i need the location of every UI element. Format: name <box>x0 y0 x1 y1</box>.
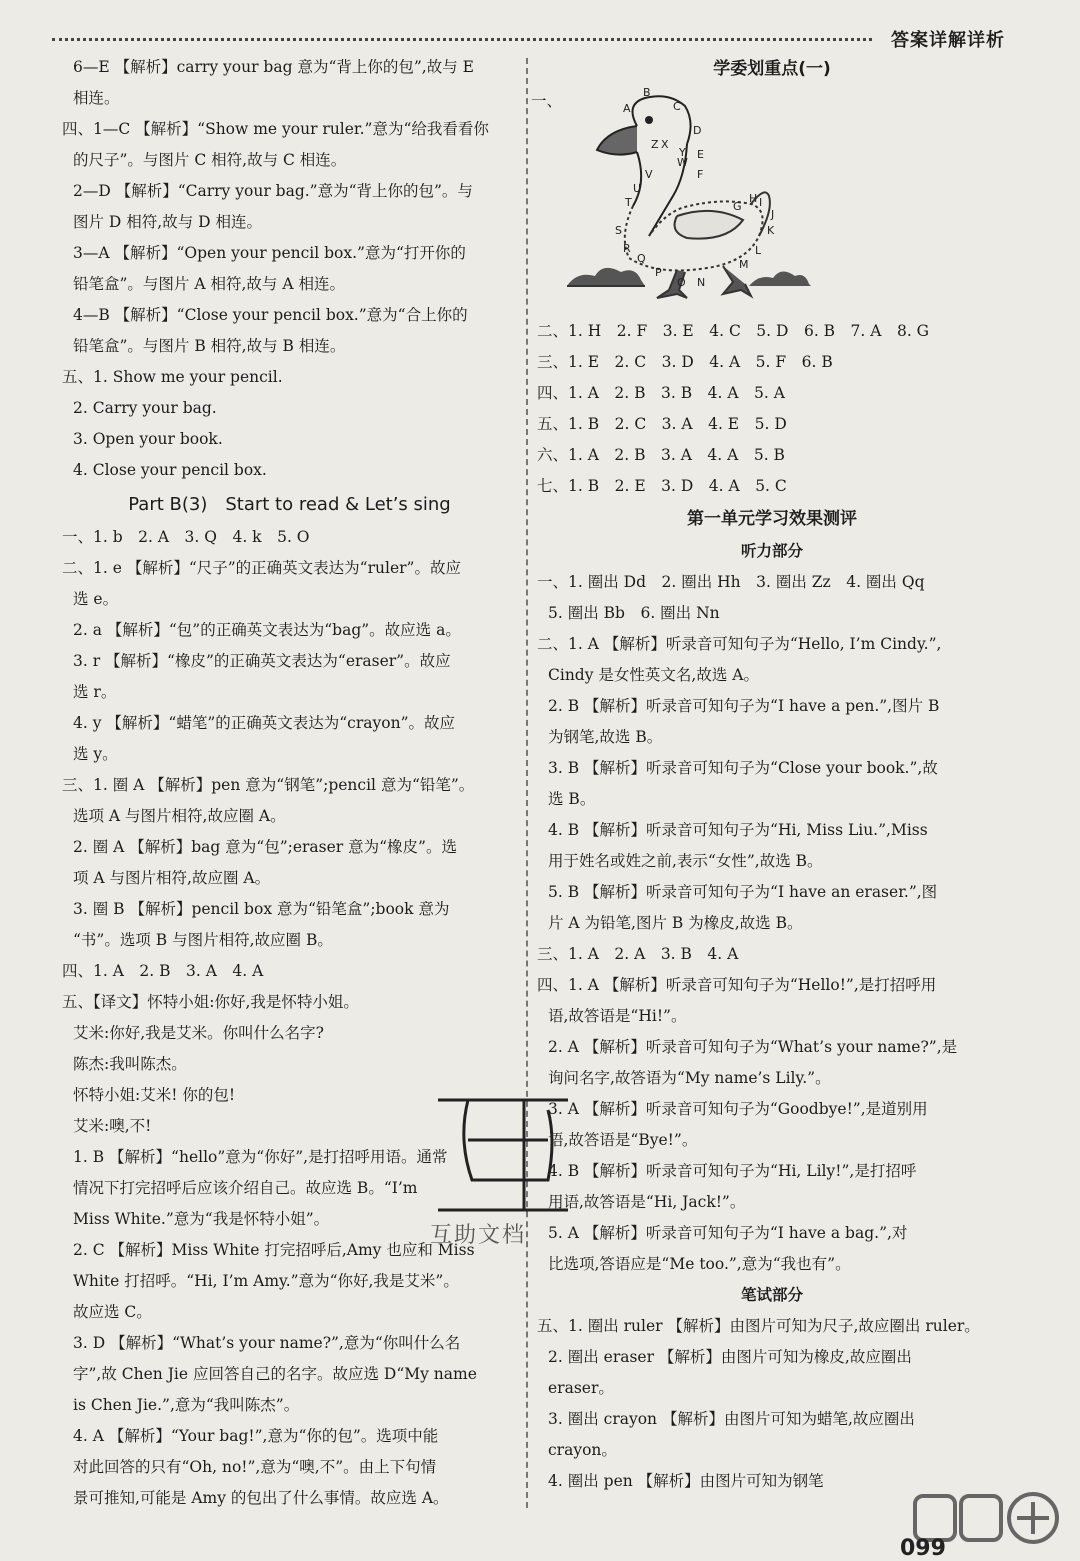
column-divider <box>526 58 528 1508</box>
duck-puzzle <box>531 86 1007 316</box>
answer-line: 3. A 【解析】听录音可知句子为“Goodbye!”,是道别用 <box>548 1100 928 1118</box>
answer-line: 3. D 【解析】“What’s your name?”,意为“你叫什么名 <box>73 1334 461 1352</box>
answer-line: eraser。 <box>548 1379 614 1397</box>
answer-line: 对此回答的只有“Oh, no!”,意为“噢,不”。由上下句情 <box>73 1458 437 1476</box>
header-title: 答案详解详析 <box>891 30 1005 51</box>
duck-dot-letter: D <box>693 124 702 137</box>
duck-dot-letter: P <box>655 266 662 279</box>
answer-line: 2. B 【解析】听录音可知句子为“I have a pen.”,图片 B <box>548 697 940 715</box>
answer-line: 三、1. 圈 A 【解析】pen 意为“钢笔”;pencil 意为“铅笔”。 <box>62 776 475 794</box>
duck-dot-letter: J <box>771 208 775 221</box>
duck-beak <box>597 126 637 155</box>
duck-wing <box>675 211 743 239</box>
answer-line: 二、1. e 【解析】“尺子”的正确英文表达为“ruler”。故应 <box>62 559 461 577</box>
answer-line: 怀特小姐:艾米! 你的包! <box>73 1086 236 1104</box>
answer-line: 艾米:你好,我是艾米。你叫什么名字? <box>73 1024 324 1042</box>
answer-line: 选 B。 <box>548 790 596 808</box>
duck-dot-letter: Y <box>679 146 686 159</box>
answer-line: 五、1. 圈出 ruler 【解析】由图片可知为尺子,故应圈出 ruler。 <box>537 1317 980 1335</box>
answer-line: 语,故答语是“Bye!”。 <box>548 1131 698 1149</box>
answer-line: 4. B 【解析】听录音可知句子为“Hi, Miss Liu.”,Miss <box>548 821 928 839</box>
duck-dot-letter: N <box>697 276 706 289</box>
ground-cloud-right <box>749 271 811 286</box>
answer-line: 用于姓名或姓之前,表示“女性”,故选 B。 <box>548 852 823 870</box>
duck-dot-letter: V <box>645 168 653 181</box>
answer-line: 四、1. A 2. B 3. A 4. A <box>62 962 264 980</box>
duck-dot-letter: R <box>623 242 631 255</box>
duck-dot-letter: Q <box>637 252 646 265</box>
duck-dot-letter: H <box>749 192 758 205</box>
answer-line: 选 e。 <box>73 590 119 608</box>
answer-line: 选 r。 <box>73 683 117 701</box>
duck-dot-letter: L <box>755 244 762 257</box>
section-heading: 笔试部分 <box>740 1286 803 1304</box>
answer-line: 3. r 【解析】“橡皮”的正确英文表达为“eraser”。故应 <box>73 652 451 670</box>
duck-dot-letter: Z <box>651 138 659 151</box>
answer-line: 铅笔盒”。与图片 A 相符,故与 A 相连。 <box>73 275 345 293</box>
answer-line: 相连。 <box>73 89 120 107</box>
answer-line: 情况下打完招呼后应该介绍自己。故应选 B。“I’m <box>73 1179 418 1197</box>
answer-line: 1. B 【解析】“hello”意为“你好”,是打招呼用语。通常 <box>73 1148 448 1166</box>
answer-line: 2. 圈出 eraser 【解析】由图片可知为橡皮,故应圈出 <box>548 1348 912 1366</box>
answer-line: 5. A 【解析】听录音可知句子为“I have a bag.”,对 <box>548 1224 908 1242</box>
answer-line: 片 A 为铅笔,图片 B 为橡皮,故选 B。 <box>548 914 803 932</box>
answer-line: 一、1. b 2. A 3. Q 4. k 5. O <box>62 528 310 546</box>
right-column <box>531 52 1007 1497</box>
answer-line: 5. 圈出 Bb 6. 圈出 Nn <box>548 604 720 622</box>
duck-dot-letter: K <box>767 224 775 237</box>
duck-dot-letter: B <box>643 86 651 99</box>
answer-line: 选项 A 与图片相符,故应圈 A。 <box>73 807 286 825</box>
answer-line: 4. A 【解析】“Your bag!”,意为“你的包”。选项中能 <box>73 1427 439 1445</box>
answer-line: 四、1. A 【解析】听录音可知句子为“Hello!”,是打招呼用 <box>537 976 937 994</box>
duck-eye <box>645 116 653 124</box>
answer-line: 3—A 【解析】“Open your pencil box.”意为“打开你的 <box>73 244 466 262</box>
answer-line: 5. B 【解析】听录音可知句子为“I have an eraser.”,图 <box>548 883 938 901</box>
answer-line: 字”,故 Chen Jie 应回答自己的名字。故应选 D“My name <box>73 1365 477 1383</box>
watermark-text: 互助文档 <box>430 1223 527 1248</box>
duck-dot-letter: T <box>625 196 632 209</box>
answer-line: 铅笔盒”。与图片 B 相符,故与 B 相连。 <box>73 337 346 355</box>
answer-line: 4. Close your pencil box. <box>73 461 267 479</box>
duck-dot-letter: S <box>615 224 622 237</box>
answer-line: 2. A 【解析】听录音可知句子为“What’s your name?”,是 <box>548 1038 958 1056</box>
duck-dot-letter: X <box>661 138 669 151</box>
answer-line: 6—E 【解析】carry your bag 意为“背上你的包”,故与 E <box>73 58 474 76</box>
answer-line: 七、1. B 2. E 3. D 4. A 5. C <box>537 477 787 495</box>
answer-line: is Chen Jie.”,意为“我叫陈杰”。 <box>73 1396 300 1414</box>
question-label: 一、 <box>531 92 563 110</box>
answer-line: 二、1. A 【解析】听录音可知句子为“Hello, I’m Cindy.”, <box>537 635 942 653</box>
answer-line: “书”。选项 B 与图片相符,故应圈 B。 <box>73 931 333 949</box>
duck-dot-letter: C <box>673 100 681 113</box>
header-dotted-rule <box>52 38 872 41</box>
answer-line: 六、1. A 2. B 3. A 4. A 5. B <box>537 446 785 464</box>
duck-dot-letter: O <box>677 276 686 289</box>
answer-line: 2. a 【解析】“包”的正确英文表达为“bag”。故应选 a。 <box>73 621 461 639</box>
answer-line: 三、1. A 2. A 3. B 4. A <box>537 945 739 963</box>
answer-line: Cindy 是女性英文名,故选 A。 <box>548 666 759 684</box>
answer-line: 选 y。 <box>73 745 118 763</box>
answer-line: 用语,故答语是“Hi, Jack!”。 <box>548 1193 746 1211</box>
answer-line: 询问名字,故答语为“My name’s Lily.”。 <box>548 1069 831 1087</box>
answer-line: 的尺子”。与图片 C 相符,故与 C 相连。 <box>73 151 347 169</box>
duck-dot-letter: W <box>677 156 688 169</box>
duck-head <box>633 96 691 144</box>
dot-to-dot-duck-illustration <box>537 86 1007 316</box>
section-title-key-points: 学委划重点(一) <box>713 59 831 79</box>
duck-dot-letter: M <box>739 258 749 271</box>
ground-cloud-left <box>567 268 645 286</box>
answer-line: 3. Open your book. <box>73 430 223 448</box>
answer-line: 一、1. 圈出 Dd 2. 圈出 Hh 3. 圈出 Zz 4. 圈出 Qq <box>537 573 925 591</box>
answer-line: 四、1. A 2. B 3. B 4. A 5. A <box>537 384 785 402</box>
answer-line: 2. 圈 A 【解析】bag 意为“包”;eraser 意为“橡皮”。选 <box>73 838 457 856</box>
answer-line: Miss White.”意为“我是怀特小姐”。 <box>73 1210 330 1228</box>
section-heading: 听力部分 <box>740 542 803 560</box>
answer-line: crayon。 <box>548 1441 617 1459</box>
answer-line: 4. B 【解析】听录音可知句子为“Hi, Lily!”,是打招呼 <box>548 1162 917 1180</box>
answer-line: 4—B 【解析】“Close your pencil box.”意为“合上你的 <box>73 306 468 324</box>
section-heading: Part B(3) Start to read & Let’s sing <box>128 494 451 515</box>
answer-line: 2—D 【解析】“Carry your bag.”意为“背上你的包”。与 <box>73 182 473 200</box>
answer-line: 四、1—C 【解析】“Show me your ruler.”意为“给我看看你 <box>62 120 489 138</box>
answer-line: 4. y 【解析】“蜡笔”的正确英文表达为“crayon”。故应 <box>73 714 455 732</box>
answer-line: 比选项,答语应是“Me too.”,意为“我也有”。 <box>548 1255 851 1273</box>
answer-line: 艾米:噢,不! <box>73 1117 152 1135</box>
answer-line: 五、1. B 2. C 3. A 4. E 5. D <box>537 415 787 433</box>
answer-line: 2. C 【解析】Miss White 打完招呼后,Amy 也应和 Miss <box>73 1241 475 1259</box>
answer-line: 五、1. Show me your pencil. <box>62 368 283 386</box>
answer-line: 语,故答语是“Hi!”。 <box>548 1007 687 1025</box>
duck-dot-letter: G <box>733 200 742 213</box>
answer-line: 3. 圈 B 【解析】pencil box 意为“铅笔盒”;book 意为 <box>73 900 450 918</box>
left-column <box>62 52 517 1514</box>
answer-line: 4. 圈出 pen 【解析】由图片可知为钢笔 <box>548 1472 824 1490</box>
answer-line: 为钢笔,故选 B。 <box>548 728 663 746</box>
answer-line: 图片 D 相符,故与 D 相连。 <box>73 213 262 231</box>
duck-dot-letter: I <box>759 196 763 209</box>
answer-line: White 打招呼。“Hi, I’m Amy.”意为“你好,我是艾米”。 <box>73 1272 459 1290</box>
duck-dot-letter: A <box>623 102 631 115</box>
duck-dot-letter: U <box>633 182 642 195</box>
page-number: 099 <box>900 1536 946 1561</box>
answer-line: 故应选 C。 <box>73 1303 152 1321</box>
answer-line: 景可推知,可能是 Amy 的包出了什么事情。故应选 A。 <box>73 1489 449 1507</box>
answer-line: 项 A 与图片相符,故应圈 A。 <box>73 869 271 887</box>
duck-dot-letter: E <box>697 148 704 161</box>
answer-line: 二、1. H 2. F 3. E 4. C 5. D 6. B 7. A 8. G <box>537 322 930 340</box>
answer-line: 三、1. E 2. C 3. D 4. A 5. F 6. B <box>537 353 833 371</box>
answer-line: 3. B 【解析】听录音可知句子为“Close your book.”,故 <box>548 759 938 777</box>
answer-line: 2. Carry your bag. <box>73 399 217 417</box>
section-heading: 第一单元学习效果测评 <box>687 509 857 529</box>
answer-line: 3. 圈出 crayon 【解析】由图片可知为蜡笔,故应圈出 <box>548 1410 915 1428</box>
duck-dot-letter: F <box>697 168 704 181</box>
answer-line: 陈杰:我叫陈杰。 <box>73 1055 187 1073</box>
answer-line: 五、【译文】怀特小姐:你好,我是怀特小姐。 <box>62 993 359 1011</box>
